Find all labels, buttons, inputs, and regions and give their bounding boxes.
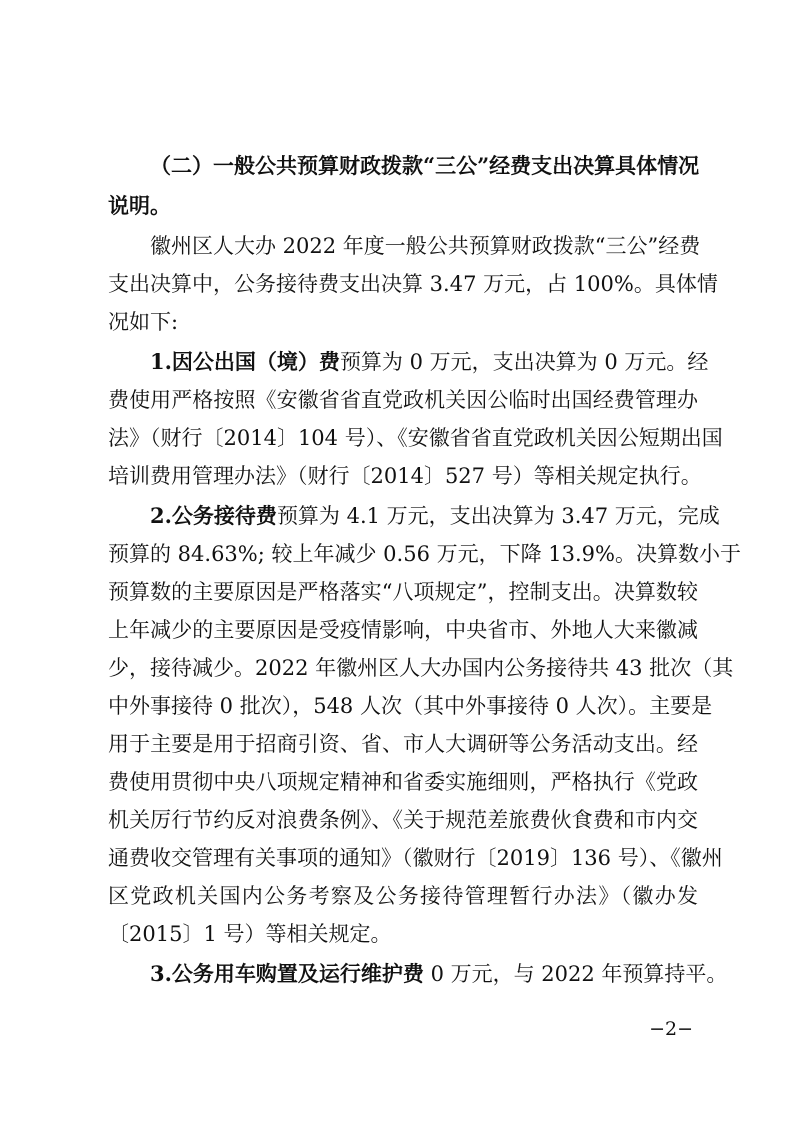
item2-line-6: 中外事接待 0 批次），548 人次（其中外事接待 0 人次）。主要是 <box>108 694 713 718</box>
intro-line-1: 徽州区人大办 2022 年度一般公共预算财政拨款“三公”经费 <box>150 234 701 258</box>
item2-line-12: 〔2015〕1 号）等相关规定。 <box>108 922 392 946</box>
item2-line-7: 用于主要是用于招商引资、省、市人大调研等公务活动支出。经 <box>108 732 698 756</box>
item3-line-1-text: 0 万元，与 2022 年预算持平。 <box>423 962 728 986</box>
intro-line-3: 况如下: <box>108 310 179 334</box>
intro-line-2: 支出决算中，公务接待费支出决算 3.47 万元，占 100%。具体情 <box>108 272 718 296</box>
item2-label: 2.公务接待费 <box>150 503 277 528</box>
item1-line-1 <box>150 342 709 382</box>
item1-line-2: 费使用严格按照《安徽省省直党政机关因公临时出国经费管理办 <box>108 388 698 412</box>
item2-line-2: 预算的 84.63%; 较上年减少 0.56 万元，下降 13.9%。决算数小于 <box>108 542 741 566</box>
item1-label: 1.因公出国（境）费 <box>150 349 340 374</box>
item2-line-3: 预算数的主要原因是严格落实“八项规定”，控制支出。决算数较 <box>108 580 698 604</box>
item2-line-1-text: 预算为 4.1 万元，支出决算为 3.47 万元，完成 <box>276 504 720 528</box>
item1-line-1-text: 预算为 0 万元，支出决算为 0 万元。经 <box>339 350 709 374</box>
item2-line-5: 少，接待减少。2022 年徽州区人大办国内公务接待共 43 批次（其 <box>108 656 734 680</box>
item2-line-10: 通费收交管理有关事项的通知》（徽财行〔2019〕136 号）、《徽州 <box>108 846 723 870</box>
item1-line-3: 法》（财行〔2014〕104 号）、《安徽省省直党政机关因公短期出国 <box>108 426 723 450</box>
item2-line-4: 上年减少的主要原因是受疫情影响，中央省市、外地人大来徽减 <box>108 618 698 642</box>
section-heading-line-1: （二）一般公共预算财政拨款“三公”经费支出决算具体情况 <box>150 153 700 178</box>
item2-line-8: 费使用贯彻中央八项规定精神和省委实施细则，严格执行《党政 <box>108 770 698 794</box>
section-heading-line-2: 说明。 <box>108 193 171 218</box>
item2-line-11: 区党政机关国内公务考察及公务接待管理暂行办法》（徽办发 <box>108 884 698 908</box>
item3-label: 3.公务用车购置及运行维护费 <box>150 961 424 986</box>
item2-line-1 <box>150 496 720 536</box>
item3-line-1 <box>150 954 728 994</box>
page-number: −2− <box>649 1018 693 1040</box>
item2-line-9: 机关厉行节约反对浪费条例》、《关于规范差旅费伙食费和市内交 <box>108 808 698 832</box>
item1-line-4: 培训费用管理办法》（财行〔2014〕527 号）等相关规定执行。 <box>108 464 702 488</box>
